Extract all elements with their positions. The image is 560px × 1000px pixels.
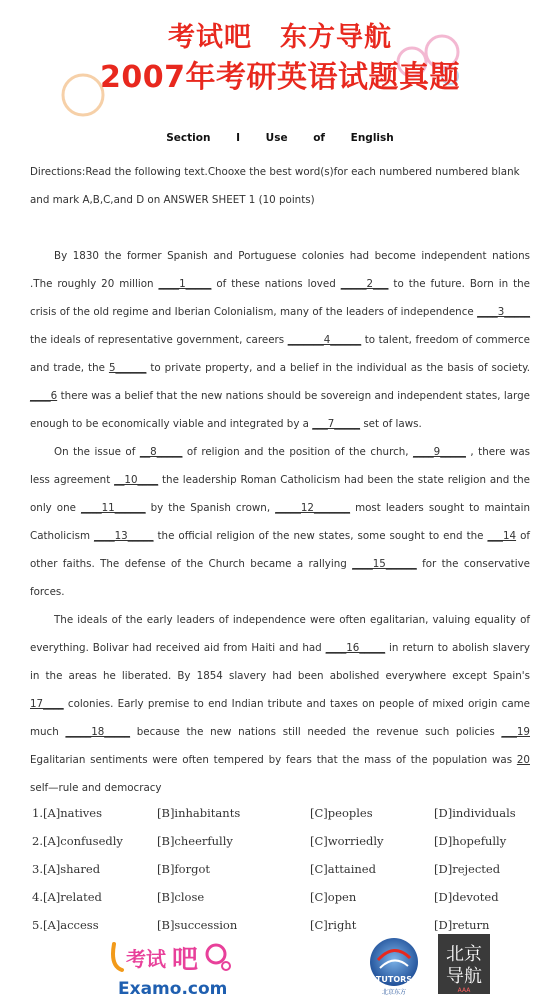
blank-5[interactable]: 5______: [108, 362, 147, 374]
option-row-4: [32, 890, 532, 918]
option-2d[interactable]: [D]hopefully: [434, 834, 507, 848]
option-5b[interactable]: [B]succession: [157, 918, 238, 932]
option-3b[interactable]: [B]forgot: [157, 862, 211, 876]
option-row-1: [32, 806, 532, 834]
blank-4[interactable]: _______4______: [287, 334, 362, 346]
exam-title: 2007年考研英语试题真题: [100, 60, 460, 95]
blank-18[interactable]: _____18_____: [65, 726, 131, 738]
blank-15[interactable]: ____15______: [352, 558, 417, 570]
blank-12[interactable]: _____12_______: [275, 502, 351, 514]
answer-options: [32, 806, 532, 946]
blank-16[interactable]: ____16_____: [325, 642, 386, 654]
blank-10[interactable]: __10____: [114, 474, 159, 486]
blank-2[interactable]: _____2___: [340, 278, 389, 290]
tutors-logo: [366, 932, 516, 998]
section-title: Section I Use of English: [166, 132, 394, 144]
passage-paragraph-3: The ideals of the early leaders of independence were often egalitarian, valuing equality of everything. Bolivar had received aid from Haiti and had ____16_____ in return to abolish slavery in the areas he liberated. By 1854 slavery had been abolished everywhere except Spain's 17____ colonies. Early premise to end Indian tribute and taxes on people of mixed origin came much _____18_____ because the new nations still needed the revenue such policies ___19 Egalitarian sentiments were often tempered by fears that the mass of the population was 20 self—rule and democracy: [30, 614, 530, 794]
blank-6[interactable]: ____6: [30, 390, 58, 402]
page-header: [0, 18, 560, 98]
passage-paragraph-2: On the issue of __8_____ of religion and the position of the church, ____9_____ , there was less agreement __10____ the leadership Roman Catholicism had been the state religion and the only one ____11______ by the Spanish crown, _____12_______ most leaders sought to maintain Catholicism ____13_____ the official religion of the new states, some sought to end the ___14 of other faiths. The defense of the Church became a rallying ____15______ for the conservative forces.: [30, 446, 531, 598]
blank-7[interactable]: ___7_____: [312, 418, 361, 430]
option-1d[interactable]: [D]individuals: [434, 806, 516, 820]
option-1b[interactable]: [B]inhabitants: [157, 806, 241, 820]
examo-logo-ba: 吧: [172, 945, 199, 975]
blank-20[interactable]: 20: [516, 754, 530, 766]
option-3c[interactable]: [C]attained: [310, 862, 376, 876]
option-3a[interactable]: 3.[A]shared: [32, 862, 101, 876]
option-4d[interactable]: [D]devoted: [434, 890, 499, 904]
option-row-3: [32, 862, 532, 890]
blank-19[interactable]: ___19: [501, 726, 530, 738]
option-2b[interactable]: [B]cheerfully: [157, 834, 233, 848]
option-2c[interactable]: [C]worriedly: [310, 834, 384, 848]
blank-9[interactable]: ____9_____: [413, 446, 466, 458]
option-1c[interactable]: [C]peoples: [310, 806, 373, 820]
option-5a[interactable]: 5.[A]access: [32, 918, 99, 932]
examo-logo-text: 考试: [126, 947, 166, 971]
dongfang-bottom: 导航: [446, 966, 482, 987]
option-4a[interactable]: 4.[A]related: [32, 890, 102, 904]
option-3d[interactable]: [D]rejected: [434, 862, 501, 876]
option-2a[interactable]: 2.[A]confusedly: [32, 834, 123, 848]
option-1a[interactable]: 1.[A]natives: [32, 806, 103, 820]
blank-11[interactable]: ____11______: [81, 502, 146, 514]
tutors-sub: 北京东方: [381, 989, 407, 996]
blank-13[interactable]: ____13_____: [94, 530, 154, 542]
blank-17[interactable]: 17____: [30, 698, 64, 710]
blank-1[interactable]: ____1_____: [158, 278, 212, 290]
dongfang-sub: AAA: [457, 987, 471, 994]
examo-logo-url: Examo.com: [118, 979, 228, 998]
option-4b[interactable]: [B]close: [157, 890, 205, 904]
dongfang-top: 北京: [446, 944, 482, 965]
option-row-2: [32, 834, 532, 862]
passage-paragraph-1: By 1830 the former Spanish and Portuguese colonies had become independent nations .The roughly 20 million ____1_____ of these nations loved _____2___ to the future. Born in the crisis of the old regime and Iberian Colonialism, many of the leaders of independence ____3_____ the ideals of representative government, careers _______4______ to talent, freedom of commerce and trade, the 5______ to private property, and a belief in the individual as the basis of society. ____6 there was a belief that the new nations should be sovereign and independent states, large enough to be economically viable and integrated by a ___7_____ set of laws.: [30, 250, 531, 430]
blank-8[interactable]: __8_____: [139, 446, 183, 458]
option-5d[interactable]: [D]return: [434, 918, 490, 932]
option-4c[interactable]: [C]open: [310, 890, 357, 904]
site-title: 考试吧 东方导航: [168, 22, 392, 53]
blank-3[interactable]: ____3_____: [477, 306, 530, 318]
option-5c[interactable]: [C]right: [310, 918, 357, 932]
examo-logo: [108, 936, 238, 998]
tutors-text: TUTORS: [375, 975, 413, 984]
blank-14[interactable]: ___14: [487, 530, 517, 542]
directions: Directions:Read the following text.Chooxe the best word(s)for each numbered numbered blank and mark A,B,C,and D on ANSWER SHEET 1 (10 points): [30, 166, 520, 206]
